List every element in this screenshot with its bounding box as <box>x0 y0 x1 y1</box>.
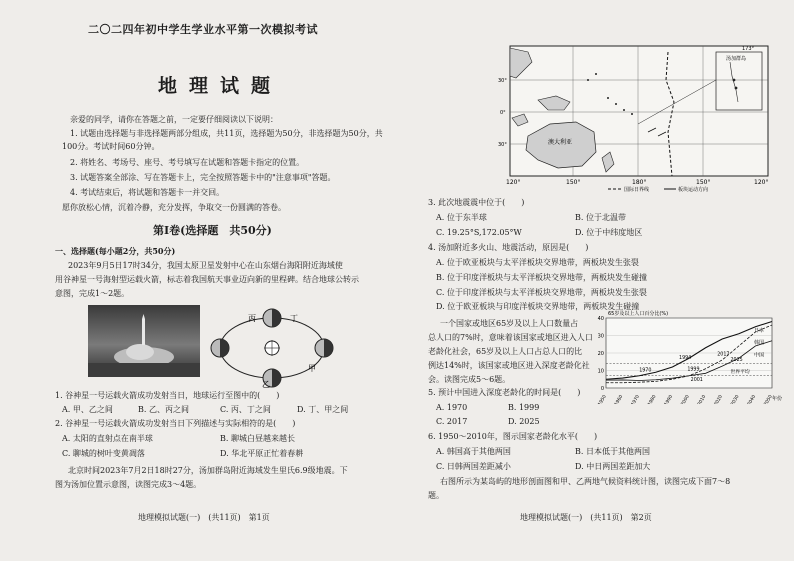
q1-option-a: A. 甲、乙之间 <box>62 405 113 414</box>
question-4: 4. 汤加附近多火山、地震活动，原因是( ) <box>428 243 589 252</box>
chart-x-tick: 2030 <box>730 394 741 404</box>
page-2-footer: 地理模拟试题(一) (共11页) 第2页 <box>520 513 652 522</box>
chart-y-tick: 40 <box>597 316 604 322</box>
chart-x-tick: 1950 <box>597 394 608 404</box>
note-1: 1. 试题由选择题与非选择题两部分组成，共11页，选择题为50分，非选择题为50分，共 <box>70 129 383 138</box>
q2-option-b: B. 聊城白昼越来越长 <box>220 434 295 443</box>
intro-1-line-1: 2023年9月5日17时34分，我国太原卫星发射中心在山东烟台海阳附近海域使 <box>68 261 343 270</box>
chart-x-tick: 2040 <box>747 394 758 404</box>
q5-option-d: D. 2025 <box>508 417 540 426</box>
chart-annotation: 2025 <box>730 357 743 363</box>
chart-y-tick: 0 <box>600 386 604 392</box>
legend-plate-motion: 板块运动方向 <box>678 187 709 192</box>
q2-option-a: A. 太阳的直射点在南半球 <box>62 434 153 443</box>
map-label-tonga: 汤加群岛 <box>726 56 747 62</box>
map-lon-label-2: 150° <box>566 179 581 186</box>
note-4: 4. 考试结束后，将试题和答题卡一并交回。 <box>70 188 225 197</box>
map-lat-label-2: 0° <box>500 110 506 116</box>
q6-option-a: A. 韩国高于其他两国 <box>436 447 511 456</box>
page-1-footer: 地理模拟试题(一) (共11页) 第1页 <box>138 513 270 522</box>
q1-option-d: D. 丁、甲之间 <box>297 405 349 414</box>
q4-option-a: A. 位于欧亚板块与太平洋板块交界地带，两板块发生张裂 <box>436 258 639 267</box>
note-1-cont: 100分。考试时间60分钟。 <box>62 142 160 151</box>
chart-x-tick: 2010 <box>697 394 708 404</box>
chart-annotation: 2017 <box>717 352 730 358</box>
map-lon-label-5: 120° <box>754 179 769 186</box>
earth-orbit-diagram <box>208 305 338 389</box>
map-corner-label: 173° <box>742 46 755 52</box>
chart-y-tick: 20 <box>597 351 604 357</box>
chart-annotation: 1999 <box>687 367 700 373</box>
page-2 <box>400 0 794 561</box>
q3-option-b: B. 位于北温带 <box>575 213 626 222</box>
intro-2-line-2: 图为汤加位置示意图，读图完成3～4题。 <box>55 480 202 489</box>
q3-option-d: D. 位于中纬度地区 <box>575 228 643 237</box>
map-lon-label-1: 120° <box>506 179 521 186</box>
q6-option-b: B. 日本低于其他两国 <box>575 447 650 456</box>
q5-option-b: B. 1999 <box>508 403 540 412</box>
orbit-label-ding: 丁 <box>290 314 298 323</box>
q1-option-c: C. 丙、丁之间 <box>220 405 271 414</box>
map-lat-label-3: 30° <box>498 142 507 148</box>
rocket-launch-photo <box>88 305 200 377</box>
aging-line-chart <box>588 308 788 404</box>
chart-x-tick: 2050 <box>763 394 774 404</box>
intro-3-line-1: 一个国家或地区65岁及以上人口数量占 <box>440 319 579 328</box>
orbit-label-yi: 乙 <box>262 380 270 389</box>
chart-series-label: 中国 <box>754 352 765 359</box>
orbit-label-bing: 丙 <box>248 314 256 323</box>
intro-1-line-3: 意图，完成1～2题。 <box>55 289 130 298</box>
q5-option-a: A. 1970 <box>436 403 468 412</box>
chart-annotation: 世界平均 <box>730 370 750 376</box>
q4-option-d: D. 位于欧亚板块与印度洋板块交界地带，两板块发生碰撞 <box>436 302 640 311</box>
chart-x-tick: 1960 <box>614 394 625 404</box>
map-lon-label-4: 150° <box>696 179 711 186</box>
chart-y-tick: 10 <box>597 368 604 375</box>
q1-option-b: B. 乙、丙之间 <box>138 405 189 414</box>
chart-x-tick: 2000 <box>680 394 691 404</box>
greeting: 亲爱的同学，请你在答题之前，一定要仔细阅读以下说明： <box>70 115 278 124</box>
chart-y-tick: 30 <box>597 333 604 340</box>
chart-x-tick: 1980 <box>647 394 658 404</box>
intro-4-line-1: 右图所示为某岛屿的地形剖面图和甲、乙两地气候资料统计图，读图完成下面7～8 <box>440 477 731 486</box>
q6-option-d: D. 中日两国差距加大 <box>575 462 651 471</box>
chart-annotation: 1994 <box>679 356 692 362</box>
note-2: 2. 将姓名、考场号、座号、考号填写在试题和答题卡指定的位置。 <box>70 158 305 167</box>
q2-option-d: D. 华北平原正忙着春耕 <box>220 449 304 458</box>
note-3: 3. 试题答案全部涂、写在答题卡上，完全按照答题卡中的"注意事项"答题。 <box>70 173 336 182</box>
question-3: 3. 此次地震震中位于( ) <box>428 198 525 207</box>
chart-x-tick: 1970 <box>630 394 641 404</box>
q3-option-c: C. 19.25°S,172.05°W <box>436 228 522 237</box>
q4-option-c: C. 位于印度洋板块与太平洋板块交界地带，两板块发生张裂 <box>436 288 647 297</box>
intro-3-line-4: 例达14%时，该国家或地区进入深度老龄化社 <box>428 361 590 370</box>
orbit-label-jia: 甲 <box>308 364 316 373</box>
intro-4-line-2: 题。 <box>428 491 444 500</box>
legend-date-line: 国际日界线 <box>624 187 650 192</box>
chart-series-label: 韩国 <box>754 340 765 346</box>
chart-x-tick: 1990 <box>664 394 675 404</box>
section-title: 第Ⅰ卷(选择题 共50分) <box>153 224 272 237</box>
chart-annotation: 2001 <box>690 378 703 383</box>
question-2: 2. 谷神星一号运载火箭成功发射当日下列描述与实际相符的是( ) <box>55 419 296 428</box>
map-lon-label-3: 180° <box>632 179 647 186</box>
part-title: 一、选择题(每小题2分，共50分) <box>55 246 176 256</box>
tonga-location-map <box>498 40 776 192</box>
question-5: 5. 预计中国进入深度老龄化的时间是( ) <box>428 388 581 397</box>
q5-option-c: C. 2017 <box>436 417 468 426</box>
exam-title: 二〇二四年初中学生学业水平第一次模拟考试 <box>88 23 318 36</box>
intro-3-line-5: 会。读图完成5～6题。 <box>428 375 511 384</box>
q4-option-b: B. 位于印度洋板块与太平洋板块交界地带，两板块发生碰撞 <box>436 273 647 282</box>
map-lat-label-1: 30° <box>498 78 507 84</box>
chart-annotation: 1970 <box>639 368 652 374</box>
intro-2-line-1: 北京时间2023年7月2日18时27分，汤加群岛附近海域发生里氏6.9级地震。下 <box>68 466 348 475</box>
intro-3-line-2: 总人口的7%时，意味着该国家或地区进入人口 <box>428 333 593 342</box>
chart-x-tick: 2020 <box>713 394 724 404</box>
map-label-australia: 澳大利亚 <box>548 139 573 146</box>
chart-series-label: 日本 <box>754 327 765 334</box>
chart-xlabel: 年份 <box>772 396 783 402</box>
intro-1-line-2: 用谷神星一号海射型运载火箭，标志着我国航天事业迈向新的里程碑。结合地球公转示 <box>55 275 359 284</box>
motto: 愿你放松心情，沉着冷静，充分发挥，争取交一份圆满的答卷。 <box>62 203 286 212</box>
q3-option-a: A. 位于东半球 <box>436 213 487 222</box>
question-1: 1. 谷神星一号运载火箭成功发射当日，地球运行至图中的( ) <box>55 391 280 400</box>
question-6: 6. 1950～2010年，图示国家老龄化水平( ) <box>428 432 598 441</box>
intro-3-line-3: 老龄化社会，65岁及以上人口占总人口的比 <box>428 347 583 356</box>
q6-option-c: C. 日韩两国差距减小 <box>436 462 511 471</box>
q2-option-c: C. 聊城的树叶变黄凋落 <box>62 449 145 458</box>
paper-subtitle: 地理试题 <box>158 75 283 97</box>
chart-ylabel: 65岁及以上人口百分比(%) <box>608 311 669 317</box>
